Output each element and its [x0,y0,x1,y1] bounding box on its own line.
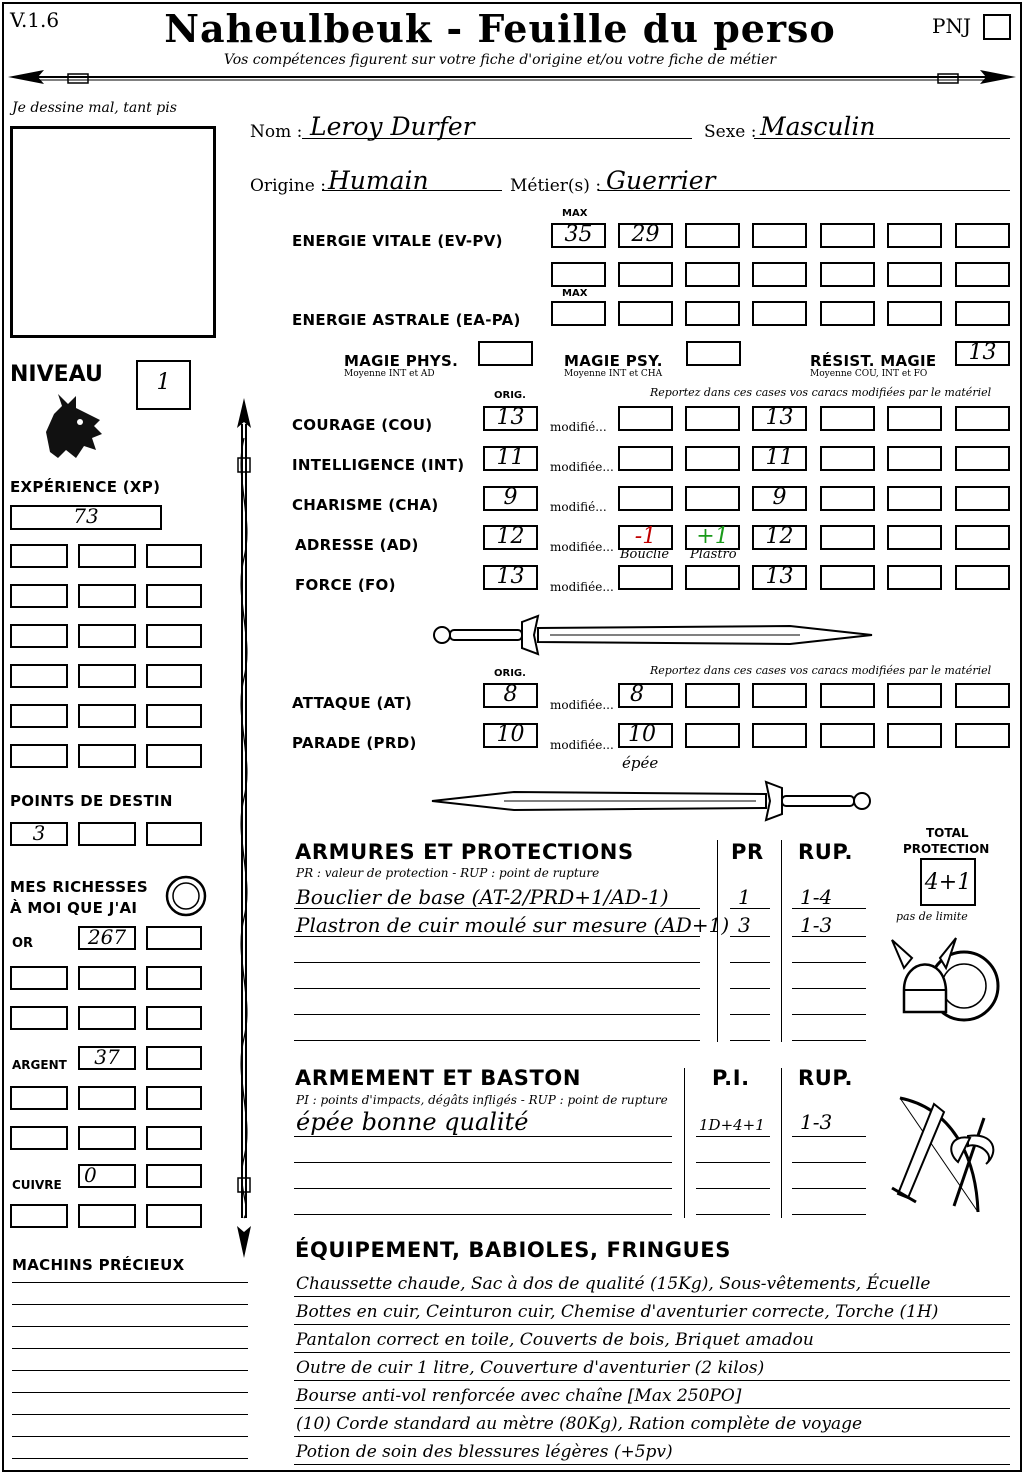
ev-cell[interactable] [685,223,740,248]
magic-psy-note: Moyenne INT et CHA [564,369,663,379]
armor-col-rup: RUP. [798,840,854,864]
silver-box[interactable]: 37 [78,1046,136,1070]
stat-orig-box[interactable]: 9 [483,486,538,511]
origin-label: Origine : [250,176,326,196]
version-label: V.1.6 [10,8,60,32]
magic-psy-box[interactable] [686,341,741,366]
stat-label: FORCE (FO) [295,576,396,594]
stat-label: ADRESSE (AD) [295,536,419,554]
equipment-title: ÉQUIPEMENT, BABIOLES, FRINGUES [295,1238,731,1262]
silver-label: ARGENT [12,1058,67,1072]
prd-orig-box[interactable]: 10 [483,723,538,748]
vertical-spear-icon [226,398,262,1258]
stat-mod-cell[interactable]: 12 [752,525,807,550]
job-label: Métier(s) : [510,176,602,196]
ev-cell[interactable] [887,223,942,248]
at-mod-label: modifiée... [550,698,614,712]
silver-cell[interactable] [146,1126,202,1150]
coin-icon [164,874,208,918]
stat-mod-label: modifié... [550,420,607,434]
precious-line[interactable] [12,1436,248,1437]
weapon-pi[interactable]: 1D+4+1 [699,1116,765,1134]
at-mod-cell[interactable]: 8 [618,683,673,708]
at-label: ATTAQUE (AT) [292,694,413,712]
precious-line[interactable] [12,1392,248,1393]
sheet-subtitle: Vos compétences figurent sur votre fiche d'origine et/ou votre fiche de métier [223,52,777,68]
silver-cell[interactable] [78,1126,136,1150]
prd-mod-cell[interactable] [955,723,1010,748]
at-mod-cell[interactable] [955,683,1010,708]
weapons-title: ARMEMENT ET BASTON [295,1066,582,1090]
gold-label: OR [12,936,34,951]
at-mod-cell[interactable] [752,683,807,708]
armor-rup[interactable]: 1-4 [800,885,833,909]
stat-mod-cell[interactable] [618,486,673,511]
spear-divider-icon [8,64,1016,90]
silver-cell[interactable] [146,1046,202,1070]
xp-cell[interactable] [78,624,136,648]
precious-line[interactable] [12,1326,248,1327]
ea-cell[interactable] [618,301,673,326]
gold-cell[interactable] [78,966,136,990]
stat-mod-cell[interactable] [955,565,1010,590]
equipment-line[interactable]: (10) Corde standard au mètre (80Kg), Ration complète de voyage [296,1414,863,1434]
stat-orig-box[interactable]: 13 [483,406,538,431]
equipment-line[interactable]: Chaussette chaude, Sac à dos de qualité (15Kg), Sous-vêtements, Écuelle [296,1274,931,1294]
stat-orig-box[interactable]: 12 [483,525,538,550]
precious-label: MACHINS PRÉCIEUX [12,1256,185,1274]
equipment-line[interactable]: Bottes en cuir, Ceinturon cuir, Chemise d'aventurier correcte, Torche (1H) [296,1302,939,1322]
ev-cell[interactable] [551,262,606,287]
ad-note-shield: Bouclie [620,547,670,562]
prd-label: PARADE (PRD) [292,734,417,752]
stat-mod-cell[interactable] [618,565,673,590]
xp-cell[interactable] [78,664,136,688]
destiny-cell[interactable] [78,822,136,846]
xp-cell[interactable] [146,544,202,568]
stat-mod-cell[interactable] [887,486,942,511]
stat-mod-cell[interactable] [887,525,942,550]
ea-cell[interactable] [887,301,942,326]
armor-title: ARMURES ET PROTECTIONS [295,840,634,864]
stat-mod-cell[interactable] [955,406,1010,431]
dragon-icon [36,392,106,464]
xp-label: EXPÉRIENCE (XP) [10,478,161,496]
ev-current-box[interactable]: 29 [618,223,673,248]
sheet-title: Naheulbeuk - Feuille du perso [164,6,836,51]
stat-mod-cell[interactable] [887,406,942,431]
portrait-caption: Je dessine mal, tant pis [12,100,177,116]
ev-cell[interactable] [887,262,942,287]
prd-mod-label: modifiée... [550,738,614,752]
copper-cell[interactable] [78,1204,136,1228]
ev-max-box[interactable]: 35 [551,223,606,248]
xp-cell[interactable] [78,544,136,568]
weapons-bundle-icon [888,1094,1004,1218]
ea-cell[interactable] [955,301,1010,326]
stat-mod-label: modifié... [550,500,607,514]
stat-mod-cell[interactable] [820,525,875,550]
armor-note: PR : valeur de protection - RUP : point de rupture [296,866,600,880]
destiny-box[interactable]: 3 [10,822,68,846]
copper-label: CUIVRE [12,1178,62,1192]
ev-max-label: MAX [562,208,588,219]
stat-label: CHARISME (CHA) [292,496,439,514]
ev-cell[interactable] [752,262,807,287]
precious-line[interactable] [12,1370,248,1371]
ea-cell[interactable] [820,301,875,326]
ea-label: ENERGIE ASTRALE (EA-PA) [292,311,521,329]
ea-cell[interactable] [752,301,807,326]
at-mod-cell[interactable] [820,683,875,708]
xp-cell[interactable] [146,744,202,768]
stat-mod-cell[interactable]: 11 [752,446,807,471]
stat-mod-cell[interactable] [685,406,740,431]
no-limit-note: pas de limite [896,910,968,923]
stat-mod-cell[interactable] [685,446,740,471]
portrait-box[interactable] [10,126,216,338]
destiny-cell[interactable] [146,822,202,846]
sword-icon [430,778,875,824]
stats-report-note: Reportez dans ces cases vos caracs modifiées par le matériel [650,386,992,399]
ev-cell[interactable] [955,223,1010,248]
ad-note-breastplate: Plastro [690,547,737,562]
stat-mod-cell[interactable]: -1 [618,525,673,550]
stat-mod-cell[interactable]: 13 [752,565,807,590]
ev-cell[interactable] [618,262,673,287]
wealth-label-2: À MOI QUE J'AI [10,899,138,917]
gold-cell[interactable] [78,1006,136,1030]
xp-cell[interactable] [146,584,202,608]
xp-cell[interactable] [10,744,68,768]
magic-phys-label: MAGIE PHYS. [344,352,459,370]
equipment-line[interactable]: Pantalon correct en toile, Couverts de bois, Briquet amadou [296,1330,814,1350]
prd-note: épée [622,754,659,772]
xp-cell[interactable] [10,544,68,568]
xp-cell[interactable] [78,584,136,608]
copper-cell[interactable] [146,1164,202,1188]
stat-mod-cell[interactable] [820,406,875,431]
destiny-label: POINTS DE DESTIN [10,792,173,810]
total-protection-label-2: PROTECTION [903,842,990,856]
gold-cell[interactable] [10,1006,68,1030]
silver-cell[interactable] [10,1126,68,1150]
origin-field[interactable]: Humain [328,166,429,195]
gold-cell[interactable] [10,966,68,990]
precious-line[interactable] [12,1348,248,1349]
ev-cell[interactable] [955,262,1010,287]
ev-cell[interactable] [685,262,740,287]
xp-cell[interactable] [10,704,68,728]
ev-label: ENERGIE VITALE (EV-PV) [292,232,503,250]
resist-magic-label: RÉSIST. MAGIE [810,352,937,370]
ea-cell[interactable] [685,301,740,326]
weapons-col-pi: P.I. [712,1066,750,1090]
precious-line[interactable] [12,1414,248,1415]
total-protection-box[interactable]: 4+1 [920,858,976,906]
stat-mod-cell[interactable] [685,486,740,511]
equipment-line[interactable]: Outre de cuir 1 litre, Couverture d'aventurier (2 kilos) [296,1358,765,1378]
silver-cell[interactable] [146,1086,202,1110]
stat-mod-cell[interactable] [887,565,942,590]
armor-pr[interactable]: 3 [738,913,751,937]
stat-orig-box[interactable]: 13 [483,565,538,590]
helmet-shield-icon [890,928,1002,1034]
stat-mod-label: modifiée... [550,540,614,554]
stat-mod-cell[interactable] [955,486,1010,511]
copper-cell[interactable] [10,1204,68,1228]
armor-name[interactable]: Plastron de cuir moulé sur mesure (AD+1) [296,913,730,937]
equipment-line[interactable]: Potion de soin des blessures légères (+5pv) [296,1442,673,1462]
xp-cell[interactable] [146,704,202,728]
prd-mod-cell[interactable] [820,723,875,748]
weapon-name[interactable]: épée bonne qualité [296,1108,529,1136]
stat-mod-cell[interactable] [618,446,673,471]
name-label: Nom : [250,122,303,142]
level-box[interactable]: 1 [136,360,191,410]
gold-cell[interactable] [146,926,202,950]
xp-cell[interactable] [146,664,202,688]
level-label: NIVEAU [10,362,103,387]
xp-total-box[interactable]: 73 [10,505,162,530]
sex-field[interactable]: Masculin [760,112,876,141]
magic-psy-label: MAGIE PSY. [564,352,663,370]
stat-mod-cell[interactable] [820,446,875,471]
precious-line[interactable] [12,1282,248,1283]
name-field[interactable]: Leroy Durfer [310,112,475,141]
at-mod-cell[interactable] [685,683,740,708]
weapons-note: PI : points d'impacts, dégâts infligés - RUP : point de rupture [296,1093,668,1107]
xp-cell[interactable] [78,744,136,768]
precious-line[interactable] [12,1458,248,1459]
stat-mod-cell[interactable] [820,486,875,511]
ev-cell[interactable] [752,223,807,248]
ea-max-label: MAX [562,288,588,299]
stat-label: COURAGE (COU) [292,416,433,434]
prd-mod-cell[interactable] [887,723,942,748]
magic-phys-box[interactable] [478,341,533,366]
prd-mod-cell[interactable]: 10 [618,723,673,748]
at-mod-cell[interactable] [887,683,942,708]
copper-box[interactable]: 0 [78,1164,136,1188]
stat-mod-label: modifiée... [550,460,614,474]
stat-mod-cell[interactable] [955,446,1010,471]
pnj-checkbox[interactable] [983,14,1011,40]
stat-mod-cell[interactable]: 13 [752,406,807,431]
silver-cell[interactable] [10,1086,68,1110]
armor-col-pr: PR [731,840,764,864]
armor-rup[interactable]: 1-3 [800,913,833,937]
sex-label: Sexe : [704,122,757,142]
combat-report-note: Reportez dans ces cases vos caracs modifiées par le matériel [650,664,992,677]
xp-cell[interactable] [10,624,68,648]
stat-mod-cell[interactable] [618,406,673,431]
gold-cell[interactable] [146,966,202,990]
precious-line[interactable] [12,1304,248,1305]
stat-mod-cell[interactable] [820,565,875,590]
combat-orig-label: ORIG. [494,668,526,679]
stats-orig-label: ORIG. [494,390,526,401]
ev-cell[interactable] [820,262,875,287]
job-field[interactable]: Guerrier [606,166,716,195]
armor-pr[interactable]: 1 [738,885,751,909]
total-protection-label-1: TOTAL [926,826,969,840]
resist-magic-note: Moyenne COU, INT et FO [810,369,928,379]
weapons-col-rup: RUP. [798,1066,854,1090]
equipment-line[interactable]: Bourse anti-vol renforcée avec chaîne [Max 250PO] [296,1386,742,1406]
xp-cell[interactable] [146,624,202,648]
stat-orig-box[interactable]: 11 [483,446,538,471]
at-orig-box[interactable]: 8 [483,683,538,708]
stat-mod-cell[interactable]: 9 [752,486,807,511]
armor-name[interactable]: Bouclier de base (AT-2/PRD+1/AD-1) [296,885,669,909]
ea-max-box[interactable] [551,301,606,326]
weapon-rup[interactable]: 1-3 [800,1110,833,1134]
stat-mod-cell[interactable]: +1 [685,525,740,550]
magic-phys-note: Moyenne INT et AD [344,369,435,379]
xp-cell[interactable] [10,664,68,688]
resist-magic-box[interactable]: 13 [955,341,1010,366]
prd-mod-cell[interactable] [685,723,740,748]
gold-cell[interactable] [146,1006,202,1030]
sword-icon [430,612,875,658]
stat-mod-cell[interactable] [685,565,740,590]
copper-cell[interactable] [146,1204,202,1228]
wealth-label-1: MES RICHESSES [10,878,149,896]
pnj-label: PNJ [932,14,971,38]
stat-mod-cell[interactable] [887,446,942,471]
stat-label: INTELLIGENCE (INT) [292,456,465,474]
gold-box[interactable]: 267 [78,926,136,950]
xp-cell[interactable] [78,704,136,728]
stat-mod-cell[interactable] [955,525,1010,550]
ev-cell[interactable] [820,223,875,248]
stat-mod-label: modifiée... [550,580,614,594]
silver-cell[interactable] [78,1086,136,1110]
xp-cell[interactable] [10,584,68,608]
prd-mod-cell[interactable] [752,723,807,748]
